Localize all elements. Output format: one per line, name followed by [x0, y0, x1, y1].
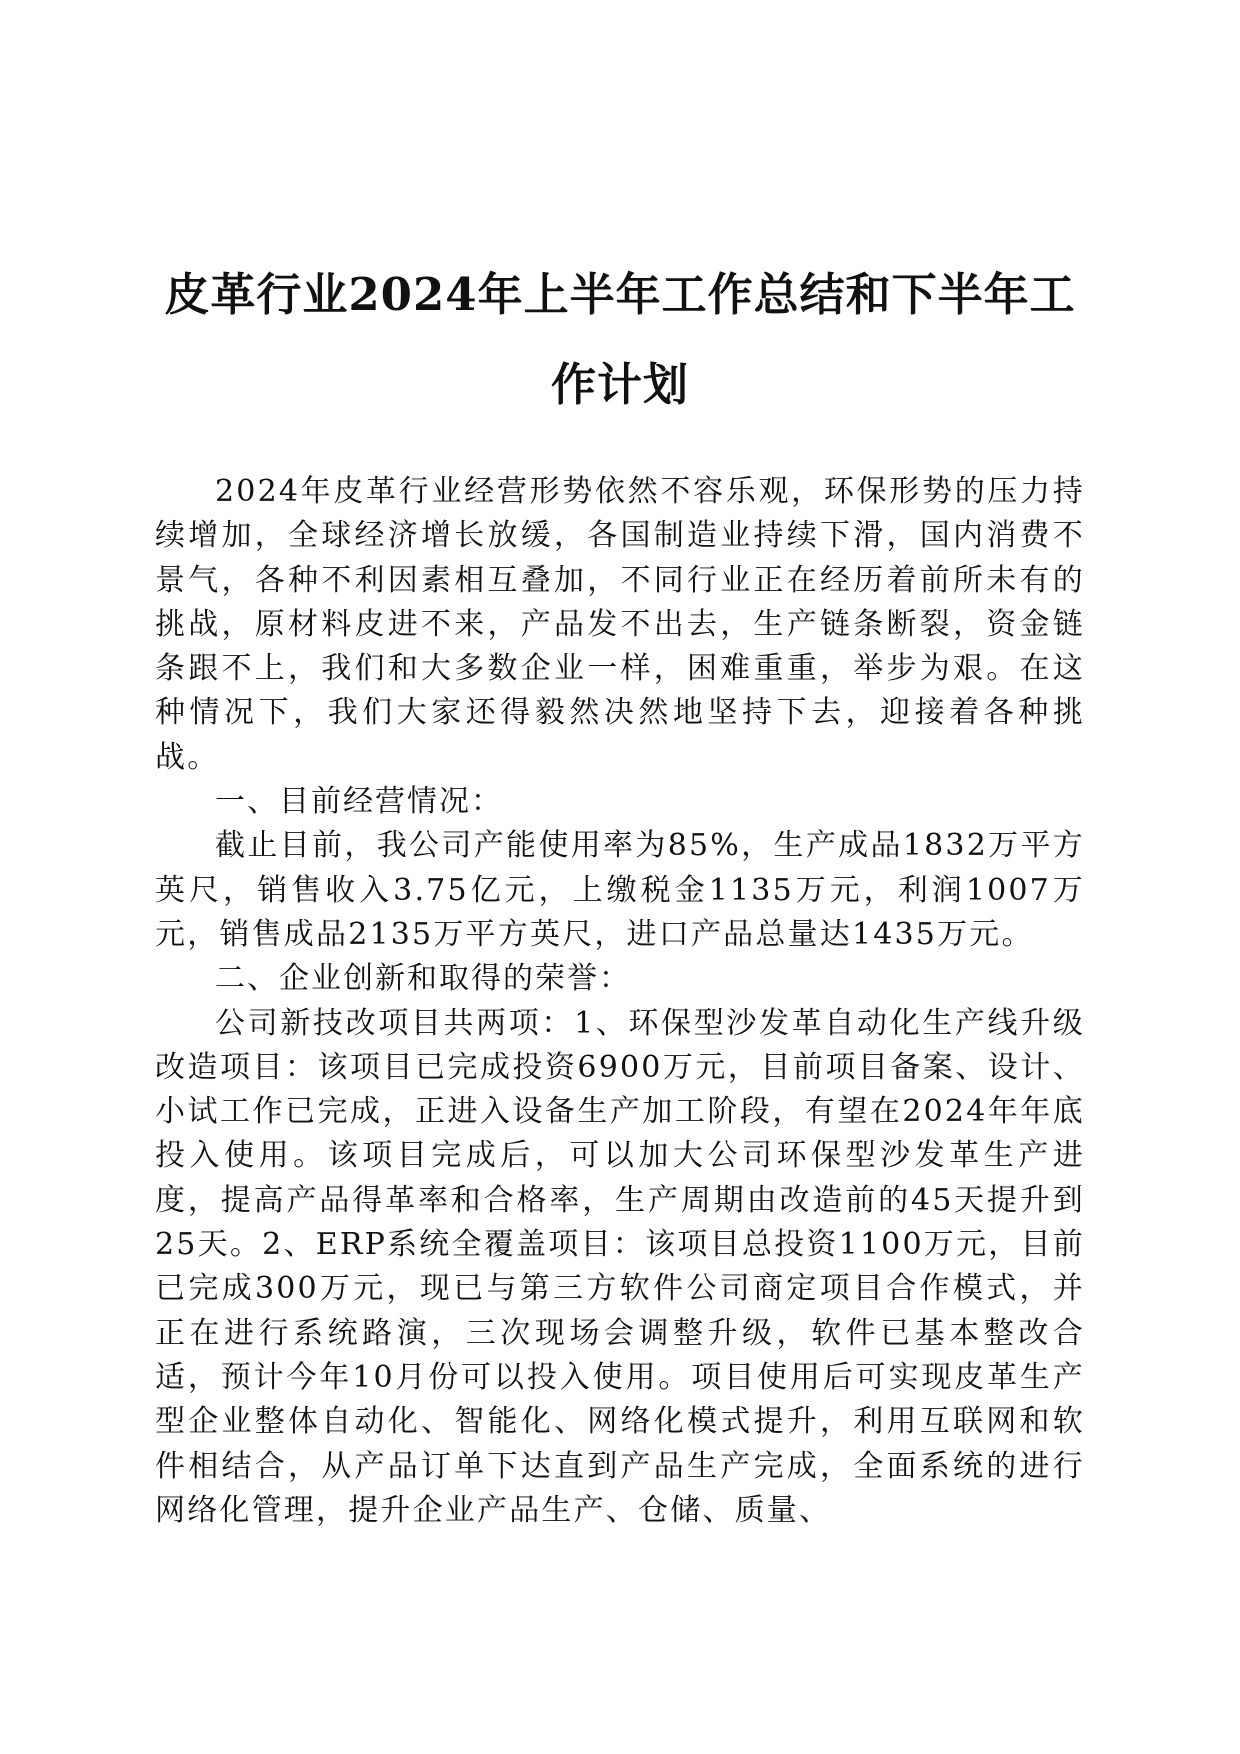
document-body	[155, 470, 1085, 1533]
document-title	[130, 250, 1110, 430]
section-1-paragraph: 截止目前，我公司产能使用率为85%，生产成品1832万平方英尺，销售收入3.75亿元，上缴税金1135万元，利润1007万元，销售成品2135万平方英尺，进口产品总量达1435万元。	[155, 828, 1085, 952]
section-heading-1: 一、目前经营情况：	[215, 784, 503, 820]
section-2-paragraph: 公司新技改项目共两项：1、环保型沙发革自动化生产线升级改造项目：该项目已完成投资6900万元，目前项目备案、设计、小试工作已完成，正进入设备生产加工阶段，有望在2024年年底投入使用。该项目完成后，可以加大公司环保型沙发革生产进度，提高产品得革率和合格率，生产周期由改造前的45天提升到25天。2、ERP系统全覆盖项目：该项目总投资1100万元，目前已完成300万元，现已与第三方软件公司商定项目合作模式，并正在进行系统路演，三次现场会调整升级，软件已基本整改合适，预计今年10月份可以投入使用。项目使用后可实现皮革生产型企业整体自动化、智能化、网络化模式提升，利用互联网和软件相结合，从产品订单下达直到产品生产完成，全面系统的进行网络化管理，提升企业产品生产、仓储、质量、	[155, 1005, 1085, 1528]
section-heading-2: 二、企业创新和取得的荣誉：	[215, 961, 631, 997]
title-line-2: 作计划	[550, 358, 689, 411]
intro-paragraph: 2024年皮革行业经营形势依然不容乐观，环保形势的压力持续增加，全球经济增长放缓，各国制造业持续下滑，国内消费不景气，各种不利因素相互叠加，不同行业正在经历着前所未有的挑战，原材料皮进不来，产品发不出去，生产链条断裂，资金链条跟不上，我们和大多数企业一样，困难重重，举步为艰。在这种情况下，我们大家还得毅然决然地坚持下去，迎接着各种挑战。	[155, 474, 1085, 775]
title-line-1: 皮革行业2024年上半年工作总结和下半年工	[164, 268, 1076, 321]
